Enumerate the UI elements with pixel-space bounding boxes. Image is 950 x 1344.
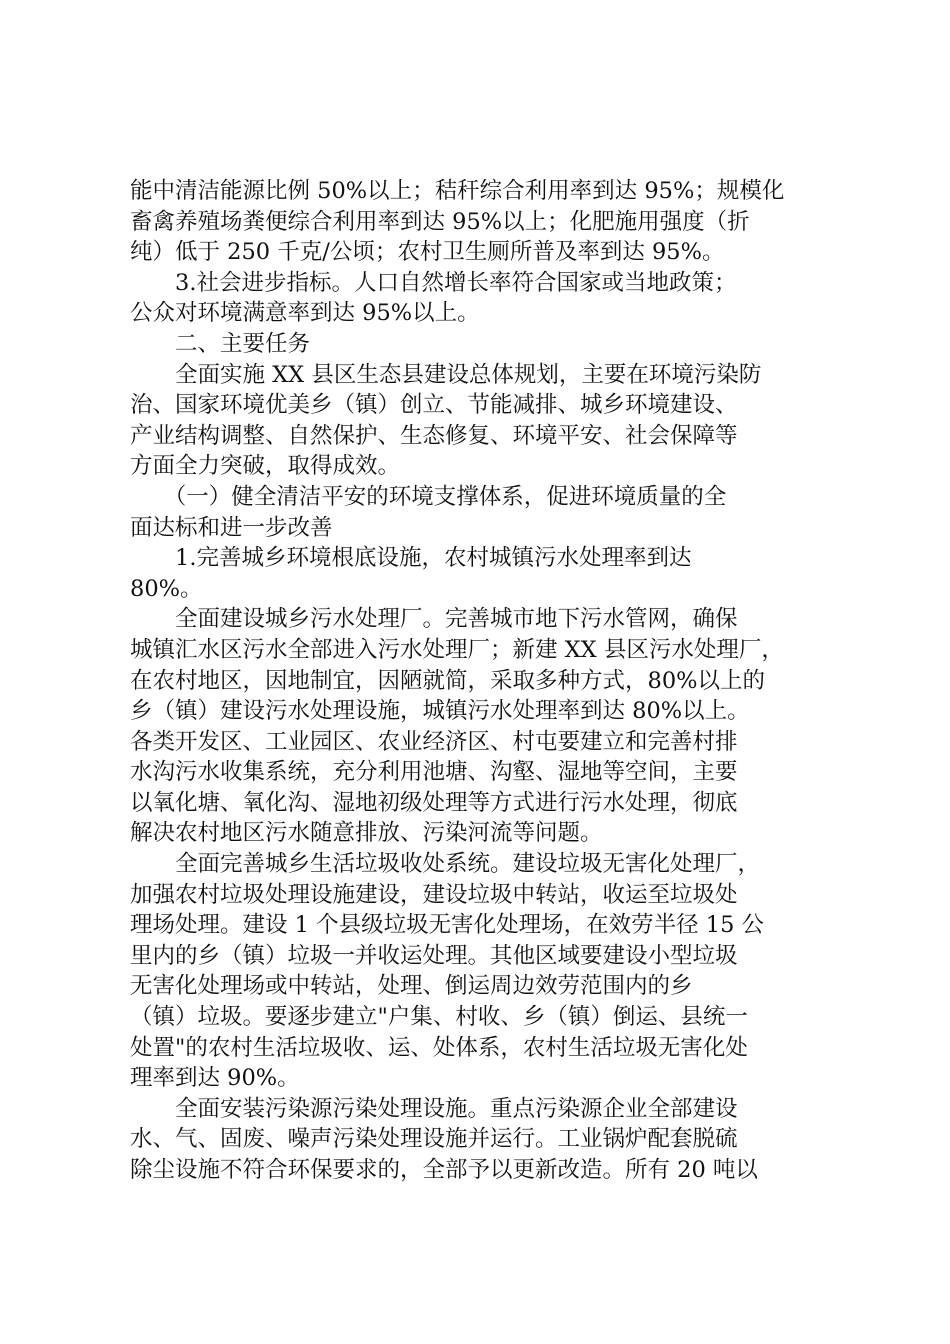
- text-line: 无害化处理场或中转站，处理、倒运周边效劳范围内的乡: [130, 973, 693, 1000]
- text-line: 里内的乡（镇）垃圾一并收运处理。其他区域要建设小型垃圾: [130, 942, 738, 969]
- text-line: 全面实施 XX 县区生态县建设总体规划，主要在环境污染防: [130, 361, 762, 388]
- document-body: [130, 176, 830, 1186]
- text-line: （镇）垃圾。要逐步建立"户集、村收、乡（镇）倒运、县统一: [130, 1004, 748, 1031]
- text-line: 全面完善城乡生活垃圾收处系统。建设垃圾无害化处理厂，: [130, 851, 761, 878]
- text-line: 方面全力突破，取得成效。: [130, 453, 401, 480]
- text-line: 水、气、固废、噪声污染处理设施并运行。工业锅炉配套脱硫: [130, 1126, 738, 1153]
- text-line: 公众对环境满意率到达 95%以上。: [130, 300, 480, 327]
- subsection-heading: 面达标和进一步改善: [130, 514, 333, 541]
- text-line: 3.社会进步指标。人口自然增长率符合国家或当地政策；: [130, 269, 737, 296]
- text-line: 解决农村地区污水随意排放、污染河流等问题。: [130, 820, 603, 847]
- text-line: 加强农村垃圾处理设施建设，建设垃圾中转站，收运至垃圾处: [130, 881, 738, 908]
- text-line: 全面建设城乡污水处理厂。完善城市地下污水管网，确保: [130, 606, 738, 633]
- text-line: 80%。: [130, 575, 203, 602]
- text-line: 在农村地区，因地制宜，因陋就简，采取多种方式，80%以上的: [130, 667, 766, 694]
- text-line: 畜禽养殖场粪便综合利用率到达 95%以上；化肥施用强度（折: [130, 208, 750, 235]
- text-line: 产业结构调整、自然保护、生态修复、环境平安、社会保障等: [130, 422, 738, 449]
- text-line: 各类开发区、工业园区、农业经济区、村屯要建立和完善村排: [130, 728, 738, 755]
- text-line: 治、国家环境优美乡（镇）创立、节能减排、城乡环境建设、: [130, 392, 738, 419]
- text-line: 水沟污水收集系统，充分利用池塘、沟壑、湿地等空间，主要: [130, 759, 738, 786]
- text-line: 除尘设施不符合环保要求的，全部予以更新改造。所有 20 吨以: [130, 1157, 758, 1183]
- section-heading: 二、主要任务: [130, 330, 311, 357]
- text-line: 乡（镇）建设污水处理设施，城镇污水处理率到达 80%以上。: [130, 698, 750, 725]
- text-line: 全面安装污染源污染处理设施。重点污染源企业全部建设: [130, 1095, 738, 1122]
- text-line: 城镇汇水区污水全部进入污水处理厂；新建 XX 县区污水处理厂，: [130, 636, 784, 663]
- text-line: 以氧化塘、氧化沟、湿地初级处理等方式进行污水处理，彻底: [130, 789, 738, 816]
- text-line: 处置"的农村生活垃圾收、运、处体系，农村生活垃圾无害化处: [130, 1034, 748, 1061]
- text-line: 纯）低于 250 千克/公顷；农村卫生厕所普及率到达 95%。: [130, 239, 725, 266]
- subsection-heading: （一）健全清洁平安的环境支撑体系，促进环境质量的全: [130, 483, 727, 510]
- text-line: 理率到达 90%。: [130, 1065, 300, 1092]
- text-line: 1.完善城乡环境根底设施，农村城镇污水处理率到达: [130, 545, 692, 572]
- text-line: 理场处理。建设 1 个县级垃圾无害化处理场，在效劳半径 15 公: [130, 912, 765, 939]
- text-line: 能中清洁能源比例 50%以上；秸秆综合利用率到达 95%；规模化: [130, 178, 785, 204]
